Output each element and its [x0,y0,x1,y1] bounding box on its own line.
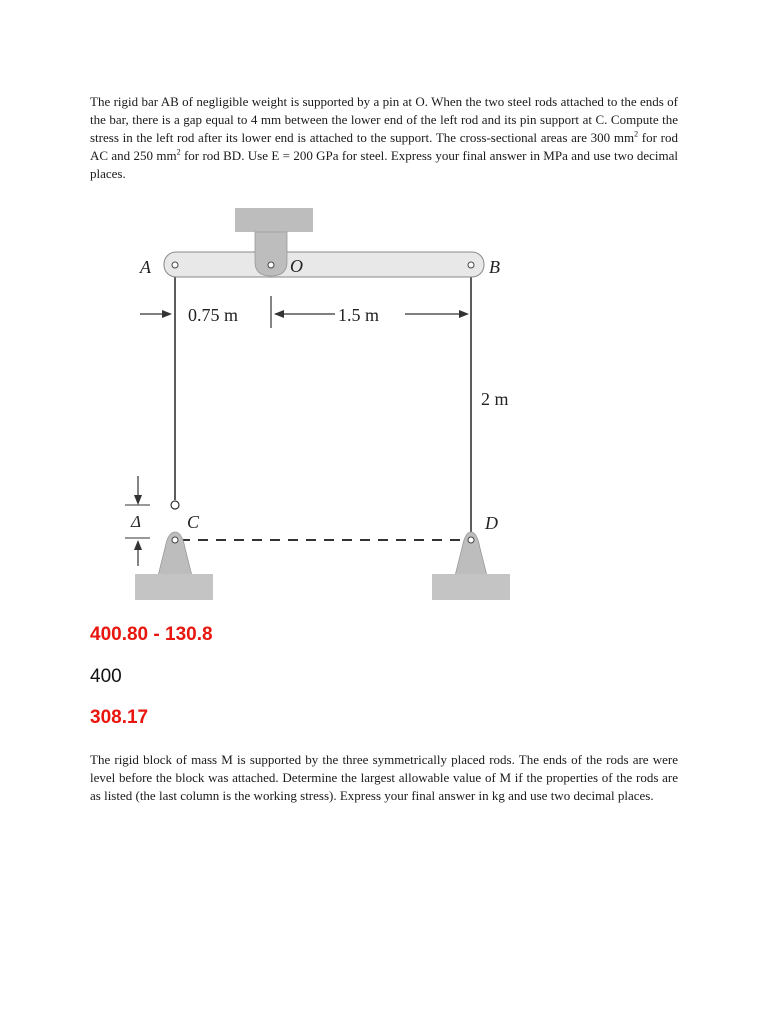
problem-1-text-part-3: for rod BD. Use E = 200 GPa for steel. Express your final answer in MPa and use two decimal places. [90,148,678,181]
arrow-right-icon [459,310,469,318]
superscript-2: 2 [176,147,181,157]
ground-d [432,574,510,600]
arrow-right-icon [162,310,172,318]
arrow-down-icon [134,495,142,505]
pin-c-icon [172,537,178,543]
label-b: B [489,257,500,277]
label-a: A [140,257,151,277]
superscript-2: 2 [634,129,639,139]
answer-line-1: 400.80 - 130.8 [90,624,213,645]
pin-o-icon [268,262,274,268]
pin-b-icon [468,262,474,268]
label-d: D [485,513,498,533]
rod-end-c-icon [171,501,179,509]
problem-1-text-part-2: for rod AC and 250 mm [90,130,678,163]
ground-c [135,574,213,600]
dim-label-0-75: 0.75 m [188,305,239,325]
answer-line-3: 308.17 [90,707,149,728]
answer-line-2: 400 [90,666,122,687]
pin-d-icon [468,537,474,543]
problem-2-text: The rigid block of mass M is supported by the three symmetrically placed rods. The ends of the rods are were level before the block was attached. Determine the largest allowable value of M if the properties of the rods are as listed (the last column is the working stress). Express your final answer in kg and use two decimal places. [90,752,678,803]
arrow-left-icon [274,310,284,318]
label-o: O [290,256,303,276]
label-c: C [187,512,200,532]
label-delta: Δ [131,512,141,531]
ceiling-support-block [235,208,313,232]
dim-label-1-5: 1.5 m [338,305,380,325]
dim-label-2m: 2 m [481,389,509,409]
problem-1-text-part-1: The rigid bar AB of negligible weight is supported by a pin at O. When the two steel rods attached to the ends of the bar, there is a gap equal to 4 mm between the lower end of the left rod and its pin support at C. Compute the stress in the left rod after its lower end is attached to the support. The cross-sectional areas are 300 mm [90,94,678,145]
pin-a-icon [172,262,178,268]
rigid-bar-ab [164,252,484,277]
pin-bracket-o [255,232,287,276]
